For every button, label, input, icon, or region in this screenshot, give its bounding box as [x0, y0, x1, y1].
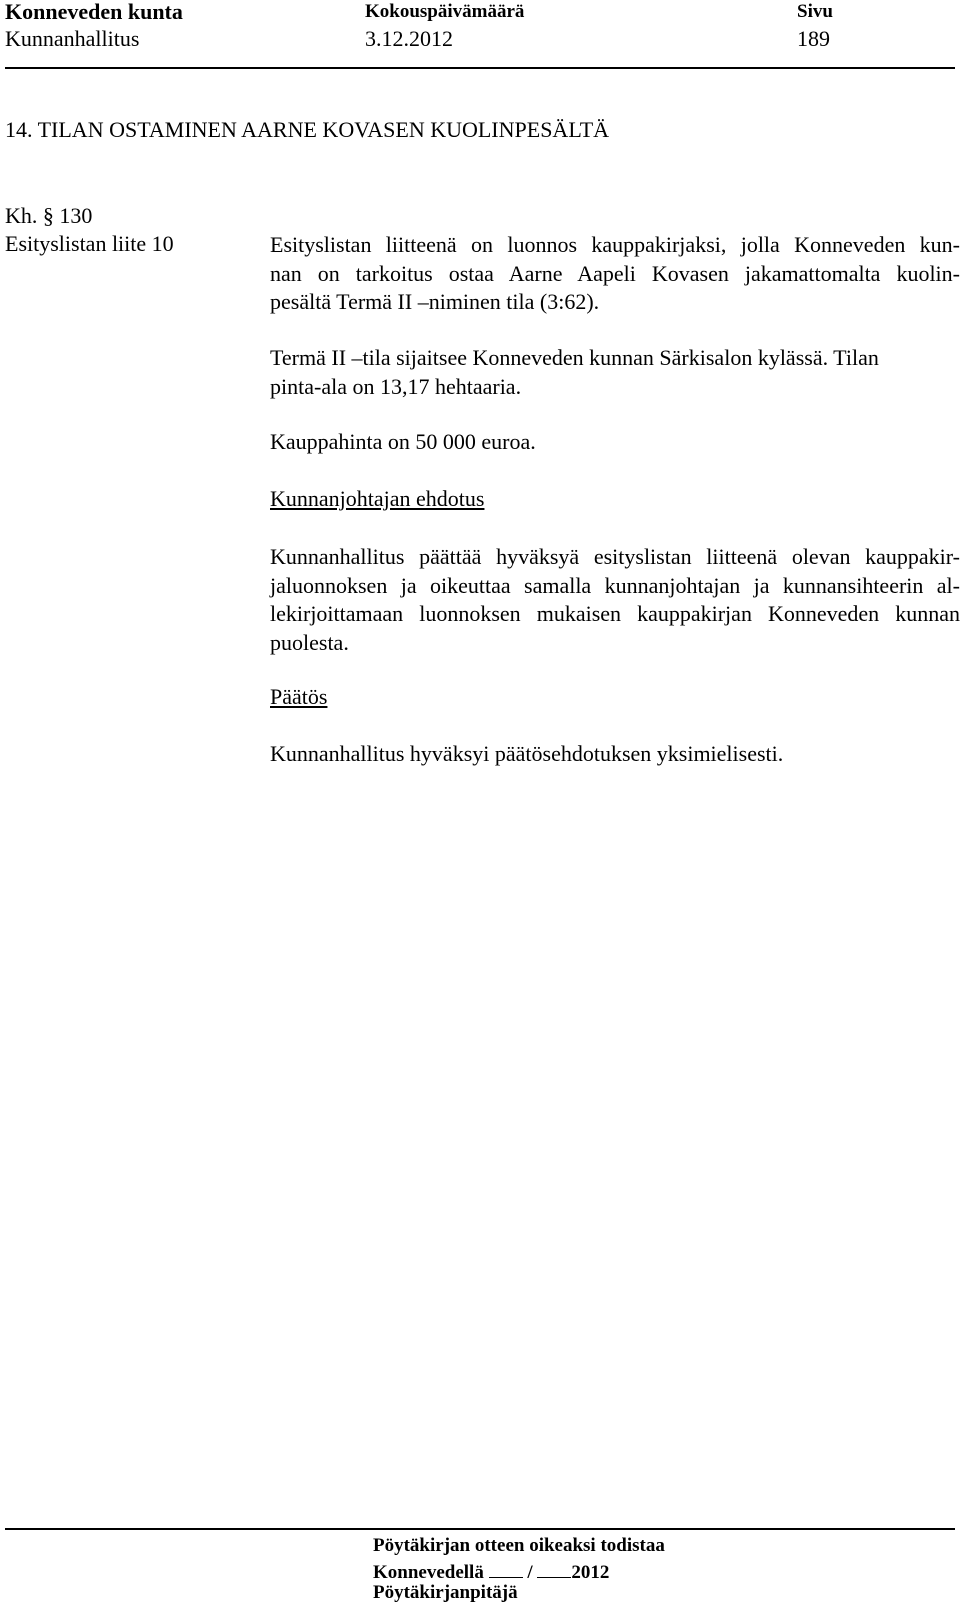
paragraph-proposal-line-4: puolesta.	[270, 629, 349, 655]
footer-certification: Pöytäkirjan otteen oikeaksi todistaa	[373, 1535, 665, 1556]
header-date: 3.12.2012	[365, 26, 453, 51]
paragraph-proposal-line-1: Kunnanhallitus päättää hyväksyä esityslistan liitteenä olevan kauppakir-	[270, 544, 960, 569]
paragraph-decision: Kunnanhallitus hyväksyi päätösehdotuksen yksimielisesti.	[270, 741, 784, 766]
paragraph-intro-line-1: Esityslistan liitteenä on luonnos kauppakirjaksi, jolla Konneveden kun-	[270, 232, 960, 257]
section-symbol: §	[42, 203, 54, 228]
decision-heading: Päätös	[270, 684, 328, 709]
section-number	[5, 203, 92, 229]
attachment-reference: Esityslistan liite 10	[5, 231, 174, 256]
paragraph-proposal-line-3: lekirjoittamaan luonnoksen mukaisen kauppakirjan Konneveden kunnan	[270, 601, 960, 626]
paragraph-location	[270, 344, 960, 401]
paragraph-location-line-1: Termä II –tila sijaitsee Konneveden kunnan Särkisalon kylässä. Tilan	[270, 345, 879, 370]
section-number-value: 130	[59, 203, 93, 228]
paragraph-proposal-line-2: jaluonnoksen ja oikeuttaa samalla kunnanjohtajan ja kunnansihteerin al-	[270, 572, 960, 598]
footer-slash: /	[527, 1562, 533, 1583]
footer-year: 2012	[571, 1562, 610, 1583]
header-divider	[5, 67, 955, 69]
section-kh: Kh.	[5, 203, 38, 228]
paragraph-proposal	[270, 543, 960, 657]
header-org: Konneveden kunta	[5, 0, 183, 24]
footer-month-blank	[537, 1559, 571, 1578]
header-page-number: 189	[797, 26, 830, 51]
header-date-label: Kokouspäivämäärä	[365, 1, 525, 22]
paragraph-intro-line-3: pesältä Termä II –niminen tila (3:62).	[270, 289, 600, 314]
footer-place: Konnevedellä	[373, 1562, 484, 1583]
agenda-item-title: 14. TILAN OSTAMINEN AARNE KOVASEN KUOLINPESÄLTÄ	[5, 117, 610, 142]
footer-day-blank	[489, 1559, 523, 1578]
proposal-heading: Kunnanjohtajan ehdotus	[270, 486, 485, 511]
header-page-label: Sivu	[797, 1, 833, 22]
footer-secretary: Pöytäkirjanpitäjä	[373, 1582, 518, 1603]
paragraph-price: Kauppahinta on 50 000 euroa.	[270, 429, 536, 454]
header-body: Kunnanhallitus	[5, 26, 140, 51]
footer-place-date	[373, 1559, 609, 1584]
paragraph-intro	[270, 231, 960, 317]
footer-divider	[5, 1528, 955, 1530]
paragraph-intro-line-2: nan on tarkoitus ostaa Aarne Aapeli Kovasen jakamattomalta kuolin-	[270, 260, 960, 286]
paragraph-location-line-2: pinta-ala on 13,17 hehtaaria.	[270, 373, 522, 399]
